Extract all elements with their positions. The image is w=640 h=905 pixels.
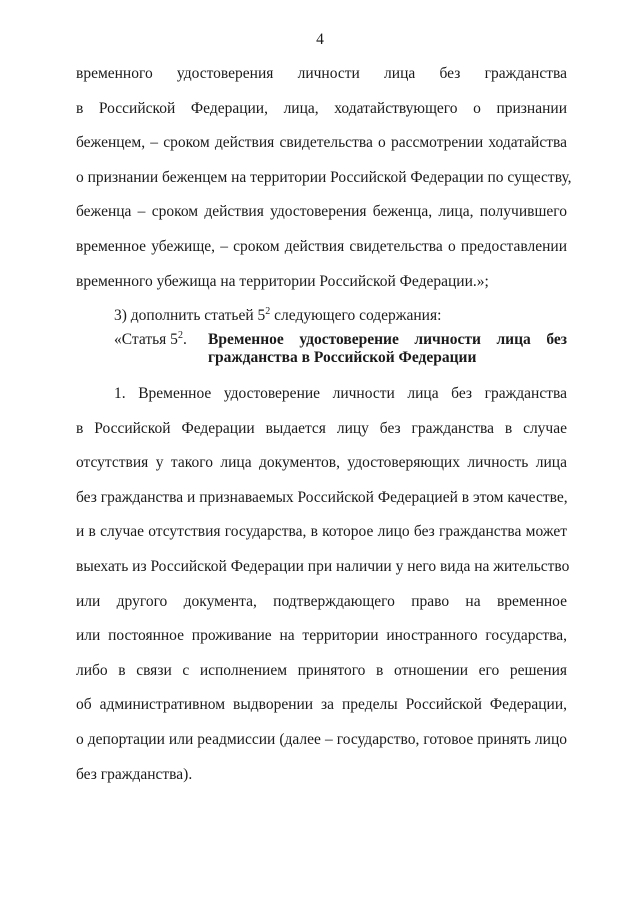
- article-label-dot: .: [182, 331, 187, 348]
- text-line: беженца – сроком действия удостоверения беженца, лица, получившего: [76, 203, 567, 221]
- text-line: беженцем, – сроком действия свидетельства о рассмотрении ходатайства: [76, 134, 567, 152]
- article-label: [114, 331, 187, 349]
- item-3-superscript: 2: [265, 306, 271, 317]
- text-line: без гражданства и признаваемых Российской Федерацией в этом качестве,: [76, 488, 568, 506]
- article-label-superscript: 2: [177, 329, 183, 341]
- text-line: о признании беженцем на территории Российской Федерации по существу,: [76, 168, 572, 186]
- item-3-text-tail: следующего содержания:: [270, 307, 442, 325]
- text-line: выехать из Российской Федерации при наличии у него вида на жительство: [76, 557, 570, 575]
- text-line: в Российской Федерации выдается лицу без гражданства в случае: [76, 419, 567, 437]
- text-line: без гражданства).: [76, 765, 193, 783]
- item-3-line: [76, 299, 567, 334]
- text-line: или постоянное проживание на территории иностранного государства,: [76, 627, 567, 645]
- text-line: в Российской Федерации, лица, ходатайствующего о признании: [76, 99, 567, 117]
- text-line: временного убежища на территории Российской Федерации.»;: [76, 272, 489, 290]
- text-line: временного удостоверения личности лица без гражданства: [76, 65, 567, 82]
- text-line: временное убежище, – сроком действия свидетельства о предоставлении: [76, 237, 567, 255]
- text-line: и в случае отсутствия государства, в которое лицо без гражданства может: [76, 523, 567, 541]
- page-number: 4: [316, 31, 324, 48]
- article-title: [208, 331, 567, 367]
- text-line: об административном выдворении за пределы Российской Федерации,: [76, 696, 567, 714]
- article-label-text: «Статья 5: [114, 331, 178, 348]
- text-line: или другого документа, подтверждающего право на временное: [76, 592, 567, 610]
- paragraph-continuation: [76, 57, 572, 334]
- item-3-text: 3) дополнить статьей 5: [114, 307, 266, 325]
- text-line: отсутствия у такого лица документов, удостоверяющих личность лица: [76, 454, 567, 472]
- article-title-line: гражданства в Российской Федерации: [208, 349, 477, 366]
- text-line: о депортации или реадмиссии (далее – государство, готовое принять лицо: [76, 730, 567, 748]
- article-paragraph-1: [76, 377, 570, 792]
- article-title-line: Временное удостоверение личности лица без: [208, 331, 567, 348]
- text-line: либо в связи с исполнением принятого в отношении его решения: [76, 661, 567, 679]
- text-line: 1. Временное удостоверение личности лица без гражданства: [114, 385, 567, 402]
